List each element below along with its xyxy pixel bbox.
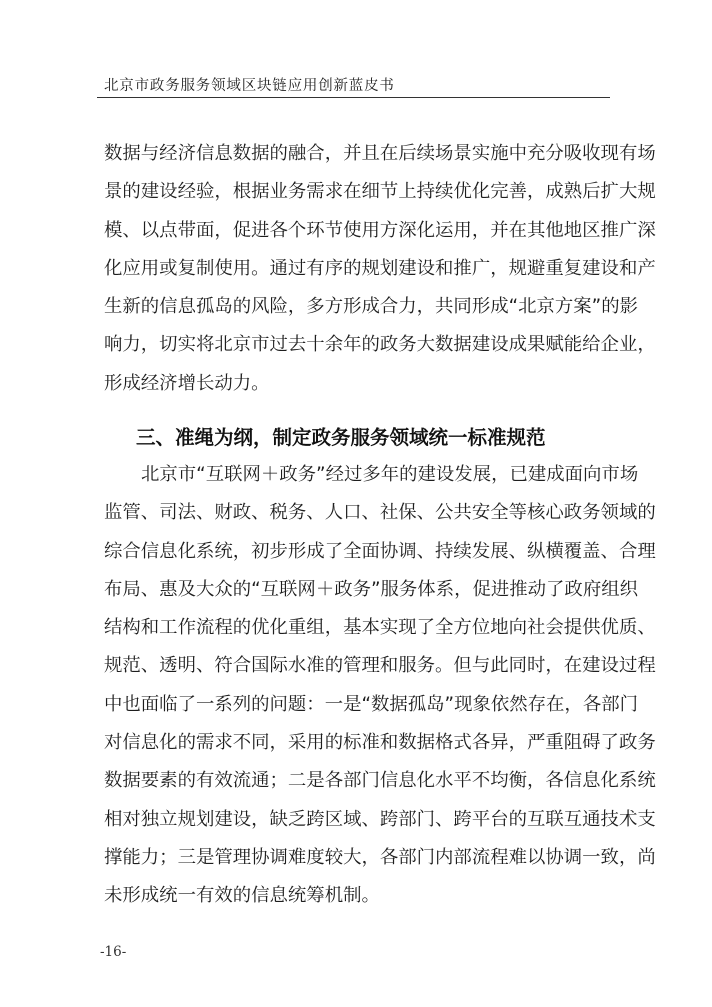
paragraph-line: 生新的信息孤岛的风险，多方形成合力，共同形成“北京方案”的影: [104, 296, 638, 318]
paragraph-line: 综合信息化系统，初步形成了全面协调、持续发展、纵横覆盖、合理: [104, 540, 656, 562]
paragraph-line: 响力，切实将北京市过去十余年的政务大数据建设成果赋能给企业，: [104, 334, 656, 356]
paragraph-line: 形成经济增长动力。: [104, 372, 270, 394]
paragraph-line: 景的建设经验，根据业务需求在细节上持续优化完善，成熟后扩大规: [104, 181, 656, 203]
paragraph-line: 相对独立规划建设，缺乏跨区域、跨部门、跨平台的互联互通技术支: [104, 808, 656, 830]
header-rule: [97, 97, 610, 98]
paragraph-line: 模、以点带面，促进各个环节使用方深化运用，并在其他地区推广深: [104, 219, 656, 241]
paragraph-line: 规范、透明、符合国际水准的管理和服务。但与此同时，在建设过程: [104, 655, 656, 677]
paragraph-line: 撑能力；三是管理协调难度较大，各部门内部流程难以协调一致，尚: [104, 846, 656, 868]
running-header: 北京市政务服务领域区块链应用创新蓝皮书: [104, 78, 395, 94]
paragraph-line: 北京市“互联网＋政务”经过多年的建设发展，已建成面向市场: [141, 464, 639, 485]
paragraph-line: 结构和工作流程的优化重组，基本实现了全方位地向社会提供优质、: [104, 617, 656, 639]
paragraph-line: 监管、司法、财政、税务、人口、社保、公共安全等核心政务领域的: [104, 502, 656, 524]
paragraph-line: 数据与经济信息数据的融合，并且在后续场景实施中充分吸收现有场: [104, 143, 656, 164]
section-heading: 三、准绳为纲，制定政务服务领域统一标准规范: [136, 426, 546, 449]
paragraph-line: 对信息化的需求不同，采用的标准和数据格式各异，严重阻碍了政务: [104, 732, 656, 754]
paragraph-2: [104, 456, 656, 916]
paragraph-line: 未形成统一有效的信息统筹机制。: [104, 885, 380, 907]
paragraph-line: 数据要素的有效流通；二是各部门信息化水平不均衡，各信息化系统: [104, 770, 656, 792]
paragraph-line: 中也面临了一系列的问题：一是“数据孤岛”现象依然存在，各部门: [104, 693, 638, 715]
paragraph-1: [104, 135, 656, 403]
paragraph-line: 布局、惠及大众的“互联网＋政务”服务体系，促进推动了政府组织: [104, 578, 638, 600]
paragraph-line: 化应用或复制使用。通过有序的规划建设和推广，规避重复建设和产: [104, 257, 656, 279]
page-number: -16-: [100, 944, 127, 960]
